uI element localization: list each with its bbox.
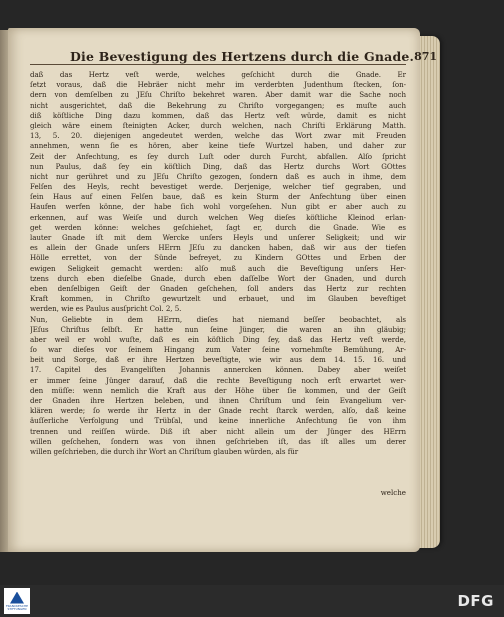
text-line: daß das Hertz veſt werde, welches geſchicht durch die Gnade. Er — [30, 70, 406, 79]
text-line: get werden könne: welches geſchiehet, ſagt er, durch die Gnade. Wie es — [30, 222, 406, 232]
text-line: es allein der Gnade unſers HErrn JEſu zu dancken haben, daß wir aus der tiefen — [30, 243, 406, 253]
text-line: aber weil er wohl wuſte, daß es ein köſtlich Ding ſey, daß das Hertz veſt werde, — [30, 334, 406, 344]
text-line: trennen und reiſſen würde. Diß iſt aber nicht allein um der Jünger des HErrn — [30, 426, 406, 436]
text-line: 17. Capitel des Evangeliſten Johannis annercken können. Dabey aber weiſet — [30, 365, 406, 375]
text-line: gleich wäre einem ſteinigten Acker, durch welchen, nach Chriſti Erklärung Matth. — [30, 120, 406, 130]
text-line: den müſſe: wenn nemlich die Kraft aus der Höhe über ſie kommen, und der Geiſt — [30, 385, 406, 395]
text-line: eben denſelbigen Geiſt der Gnaden geſchehen, ſoll anders das Hertz zur rechten — [30, 283, 406, 293]
text-line: ſo war dieſes vor ſeinem Hingang zum Vater ſeine vornehmſte Bemühung, Ar- — [30, 345, 406, 355]
institution-logo[interactable] — [4, 588, 30, 614]
text-line: beit und Sorge, daß er ihre Hertzen beveſtigte, wie wir aus dem 14. 15. 16. und — [30, 355, 406, 365]
text-line: erkennen, auf was Weiſe und durch welchen Weg dieſes köſtliche Kleinod erlan- — [30, 212, 406, 222]
text-line: annehmen, wenn ſie es hören, aber keine tiefe Wurtzel haben, und daher zur — [30, 141, 406, 151]
text-line: äuſſerliche Verfolgung und Trübſal, und keine innerliche Anfechtung ſie von ihm — [30, 416, 406, 426]
text-line: Kraft kommen, in Chriſto gewurtzelt und erbauet, und im Glauben beveſtiget — [30, 294, 406, 304]
text-line: JEſus Chriſtus ſelbſt. Er hatte nun ſeine Jünger, die waren an ihn gläubig; — [30, 324, 406, 334]
running-head: Die Bevestigung des Hertzens durch die Gnade. — [70, 49, 415, 64]
text-line: Haufen werfen könne, der habe ſich wohl vorgeſehen. Nun gibt er aber auch zu — [30, 202, 406, 212]
text-line: nicht nur gerühret und zu JEſu Chriſto gezogen, ſondern daß es auch in ihme, dem — [30, 171, 406, 181]
page-number: 871 — [414, 50, 438, 63]
text-line: willen geſchehen, ſondern was von ihnen geſchrieben iſt, das iſt alles um derer — [30, 436, 406, 446]
text-line: lauter Gnade iſt mit dem Wercke unſers Heyls und unſerer Seligkeit; und wir — [30, 233, 406, 242]
text-line: Zeit der Anfechtung, es ſey durch Luſt oder durch Furcht, abfallen. Alſo ſpricht — [30, 151, 406, 161]
text-line: der Gnaden ihre Hertzen beleben, und ihnen Chriſtum und ſein Evangelium ver- — [30, 396, 406, 405]
text-line: er immer ſeine Jünger darauf, daß die rechte Beveſtigung noch erſt erwartet wer- — [30, 375, 406, 385]
text-line: nun Paulus, daß ſey ein köſtlich Ding, daß das Hertz durchs Wort GOttes — [30, 161, 406, 171]
text-line: willen geſchrieben, die durch ihr Wort an Chriſtum glauben würden, als für — [30, 446, 299, 456]
text-line: nicht ausgerichtet, daß die Bekehrung zu Chriſto vorgegangen; es muſte auch — [30, 100, 406, 110]
viewer-footer — [0, 585, 504, 617]
text-line: werden, wie es Paulus ausſpricht Col. 2, 5. — [30, 304, 182, 314]
text-line: ewigen Seligkeit gemacht werden: alſo muß auch die Beveſtigung unſers Her- — [30, 263, 406, 273]
text-line: Nun, Geliebte in dem HErrn, dieſes hat niemand beſſer beobachtet, als — [30, 314, 406, 324]
text-line: ſetzt voraus, daß die Hebräer nicht mehr im verderbten Judenthum ſtecken, ſon- — [30, 80, 406, 90]
text-line: 13, 5. 20. diejenigen angedeutet werden, welche das Wort zwar mit Freuden — [30, 131, 406, 141]
text-line: diß köſtliche Ding dazu kommen, daß das Hertz veſt würde, damit es nicht — [30, 110, 406, 120]
text-line: klären werde; ſo werde ihr Hertz in der Gnade recht ſtarck werden, alſo, daß keine — [30, 406, 406, 416]
text-line: tzens durch eben dieſelbe Gnade, durch eben daſſelbe Wort der Gnaden, und durch — [30, 273, 406, 283]
text-line: ſein Haus auf einen Felſen baue, daß es kein Sturm der Anfechtung über einen — [30, 192, 406, 202]
text-line: Hölle errettet, von der Sünde befreyet, zu Kindern GOttes und Erben der — [30, 253, 406, 263]
body-text — [30, 70, 406, 457]
page-header — [30, 40, 438, 65]
logo-text: FRANCKESCHE STIFTUNGEN — [5, 603, 29, 611]
text-line: Felſen des Heyls, recht bevestiget werde. Derjenige, welcher tief gegraben, und — [30, 182, 406, 192]
dfg-logo[interactable]: DFG — [457, 592, 494, 610]
text-line: dern von demſelben zu JEſu Chriſto bekehret waren. Aber damit war die Sache noch — [30, 90, 406, 100]
logo-emblem-icon — [10, 592, 24, 604]
catchword: welche — [380, 488, 406, 497]
